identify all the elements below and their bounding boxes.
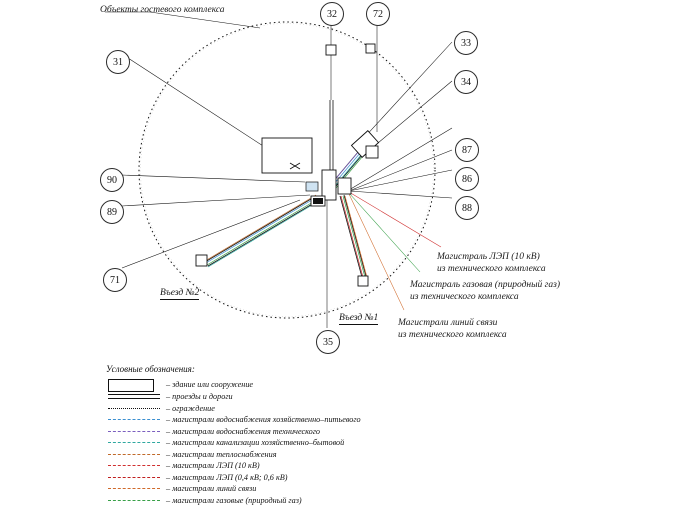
annotation-power-line-l1: Магистраль ЛЭП (10 кВ) (437, 252, 546, 264)
legend-item-power-04kv (106, 472, 506, 484)
legend-key-heat (106, 449, 162, 460)
annotation-gas-line-l1: Магистраль газовая (природный газ) (410, 280, 560, 292)
legend-key-fence (106, 403, 162, 414)
legend-item-heat (106, 449, 506, 461)
annotation-gas-line (410, 280, 560, 304)
legend-item-fence (106, 403, 506, 415)
legend-label-water-tech: – магистрали водоснабжения технического (162, 427, 320, 436)
callout-87[interactable]: 87 (455, 138, 479, 162)
legend-label-comm: – магистрали линий связи (162, 484, 256, 493)
annotation-comm-line (398, 318, 507, 342)
callout-33[interactable]: 33 (454, 31, 478, 55)
legend (106, 364, 506, 506)
callout-89[interactable]: 89 (100, 200, 124, 224)
legend-item-power-10kv (106, 460, 506, 472)
callout-32[interactable]: 32 (320, 2, 344, 26)
legend-label-heat: – магистрали теплоснабжения (162, 450, 277, 459)
legend-label-power-10kv: – магистрали ЛЭП (10 кВ) (162, 461, 260, 470)
legend-label-building: – здание или сооружение (162, 380, 253, 389)
legend-key-water-drinking (106, 414, 162, 425)
annotation-power-line-l2: из технического комплекса (437, 264, 546, 276)
legend-key-roads (106, 391, 162, 402)
legend-item-comm (106, 483, 506, 495)
legend-label-sewer: – магистрали канализации хозяйственно–бытовой (162, 438, 344, 447)
legend-key-power-04kv (106, 472, 162, 483)
legend-item-building (106, 377, 506, 391)
callout-31[interactable]: 31 (106, 50, 130, 74)
legend-item-sewer (106, 437, 506, 449)
legend-item-roads (106, 391, 506, 403)
annotation-power-line (437, 252, 546, 276)
entrance-label-2: Въезд №2 (160, 288, 199, 300)
legend-item-gas (106, 495, 506, 506)
legend-label-power-04kv: – магистрали ЛЭП (0,4 кВ; 0,6 кВ) (162, 473, 288, 482)
legend-label-roads: – проезды и дороги (162, 392, 233, 401)
legend-label-fence: – ограждение (162, 404, 215, 413)
legend-label-gas: – магистрали газовые (природный газ) (162, 496, 302, 505)
callout-71[interactable]: 71 (103, 268, 127, 292)
annotation-gas-line-l2: из технического комплекса (410, 292, 560, 304)
legend-key-power-10kv (106, 460, 162, 471)
legend-item-water-tech (106, 426, 506, 438)
entrance-label-1: Въезд №1 (339, 313, 378, 325)
plan-note-guest-complex: Объекты гостевого комплекса (100, 5, 225, 17)
utilities-southwest (205, 195, 319, 267)
callout-90[interactable]: 90 (100, 168, 124, 192)
legend-label-water-drinking: – магистрали водоснабжения хозяйственно–питьевого (162, 415, 361, 424)
legend-item-water-drinking (106, 414, 506, 426)
legend-key-building (106, 379, 162, 390)
annotation-comm-line-l1: Магистрали линий связи (398, 318, 507, 330)
callout-34[interactable]: 34 (454, 70, 478, 94)
callout-72[interactable]: 72 (366, 2, 390, 26)
legend-key-water-tech (106, 426, 162, 437)
legend-key-gas (106, 495, 162, 506)
legend-title: Условные обозначения: (106, 364, 506, 374)
callout-35[interactable]: 35 (316, 330, 340, 354)
annotation-comm-line-l2: из технического комплекса (398, 330, 507, 342)
callout-88[interactable]: 88 (455, 196, 479, 220)
callout-86[interactable]: 86 (455, 167, 479, 191)
legend-key-comm (106, 483, 162, 494)
legend-key-sewer (106, 437, 162, 448)
